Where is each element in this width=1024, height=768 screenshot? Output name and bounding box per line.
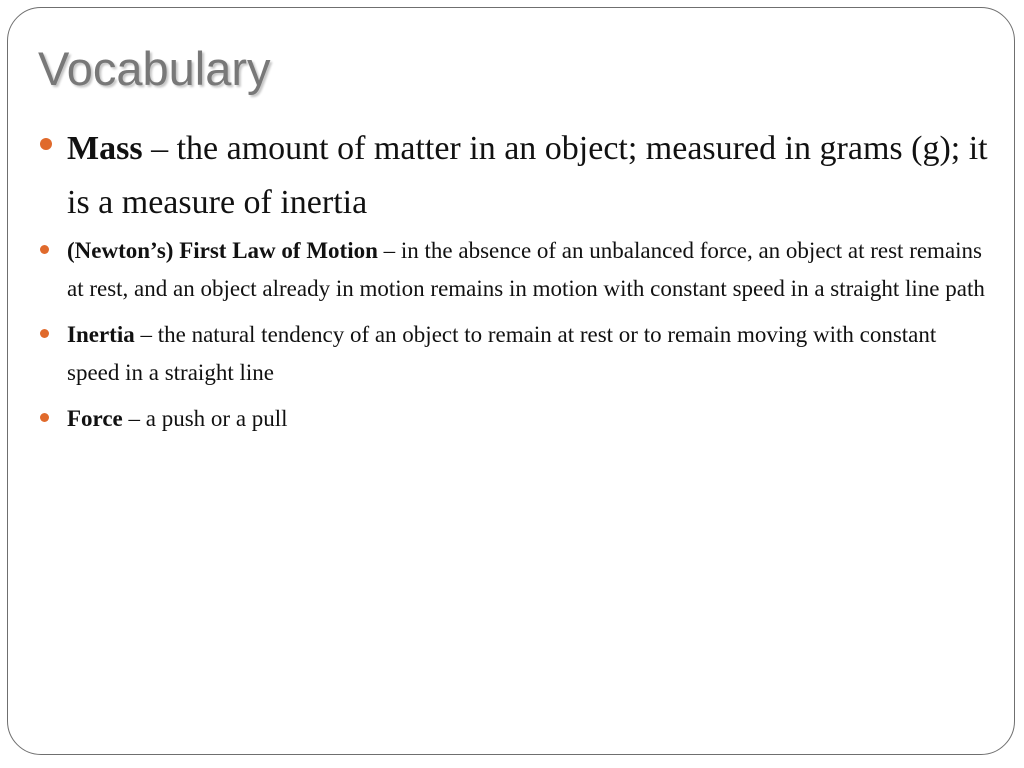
bullet-item-first-law-of-motion	[38, 232, 988, 308]
bullet-definition: – the amount of matter in an object; measured in grams (g); it is a measure of inertia	[67, 130, 988, 221]
bullet-icon	[40, 245, 49, 254]
bullet-definition: – in the absence of an unbalanced force, an object at rest remains at rest, and an object already in motion remains in motion with constant speed in a straight line path	[67, 238, 985, 301]
bullet-item-force	[38, 400, 988, 438]
bullet-icon	[40, 138, 52, 150]
bullet-term: Mass	[67, 130, 143, 167]
slide-title: Vocabulary	[38, 42, 271, 95]
bullet-term: Inertia	[67, 322, 135, 347]
bullet-term: (Newton’s) First Law of Motion	[67, 238, 378, 263]
bullet-icon	[40, 329, 49, 338]
bullet-definition: – the natural tendency of an object to remain at rest or to remain moving with constant speed in a straight line	[67, 322, 937, 385]
bullet-term: Force	[67, 406, 123, 431]
bullet-list	[38, 122, 988, 446]
bullet-icon	[40, 413, 49, 422]
bullet-item-mass	[38, 122, 988, 230]
bullet-item-inertia	[38, 316, 988, 392]
bullet-definition: – a push or a pull	[122, 406, 288, 431]
